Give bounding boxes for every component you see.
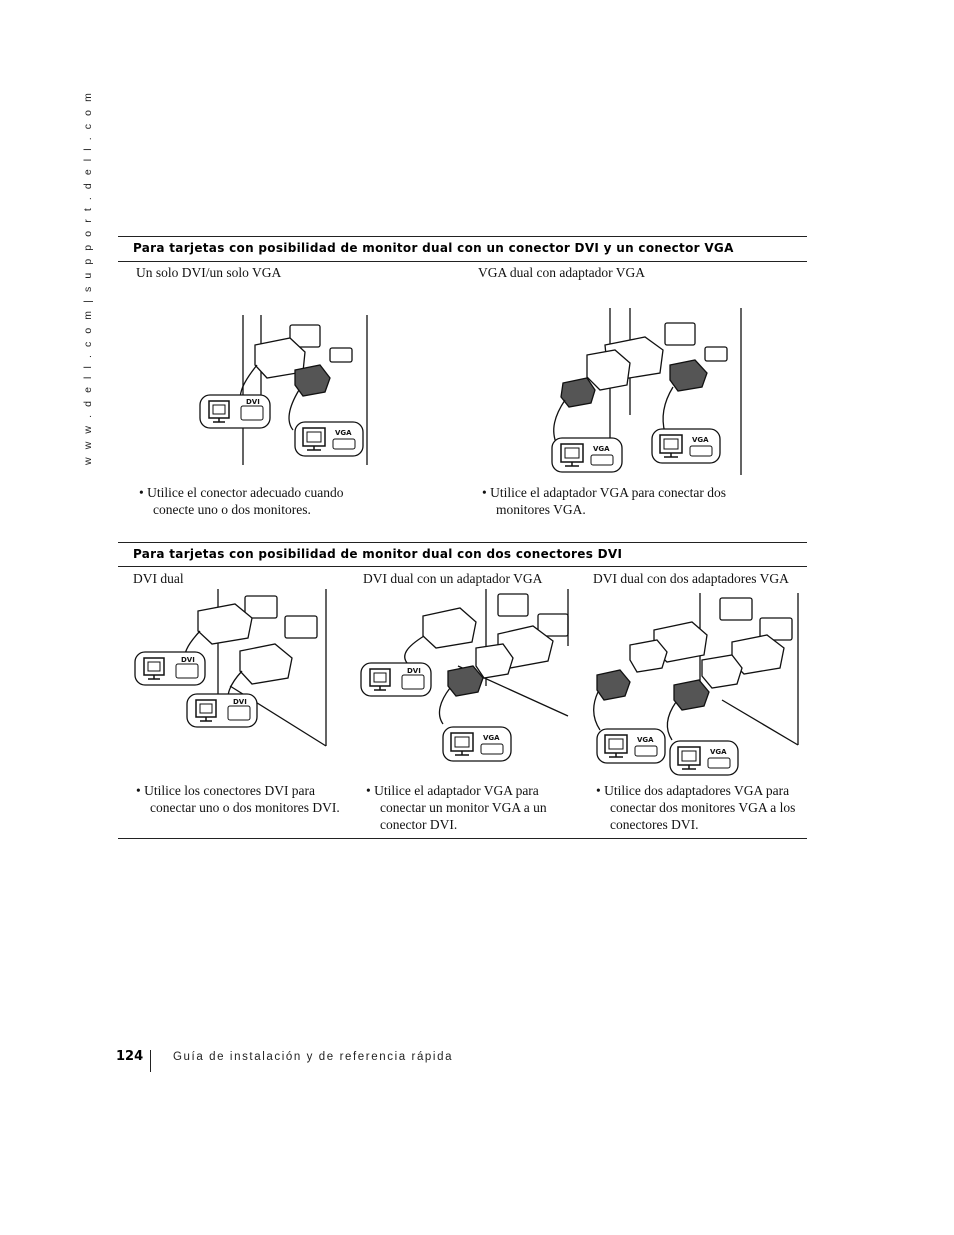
badge-label: DVI: [181, 656, 195, 664]
illustration-dvi-one-vga-adapter: [358, 586, 573, 766]
illustration-dual-dvi: [130, 586, 332, 748]
illustration-dvi-two-vga-adapters: [592, 590, 802, 776]
badge-label: DVI: [233, 698, 247, 706]
badge-label: VGA: [593, 445, 610, 453]
page-number: 124: [116, 1049, 144, 1064]
monitor-badge-2: [295, 422, 363, 456]
section1-top-rule: [118, 236, 807, 237]
section2-head-rule: [118, 566, 807, 567]
monitor-badge-2: [652, 429, 720, 463]
illustration-dual-vga-adapter: [545, 305, 750, 477]
section1-heading: Para tarjetas con posibilidad de monitor dual con un conector DVI y un conector VGA: [133, 241, 734, 255]
section2-bottom-rule: [118, 838, 807, 839]
monitor-badge-1: [200, 395, 270, 428]
monitor-badge-2: [443, 727, 511, 761]
badge-label: DVI: [246, 398, 260, 406]
section1-col1-bullet: • Utilice el conector adecuado cuando conecte uno o dos monitores.: [139, 484, 379, 518]
badge-label: DVI: [407, 667, 421, 675]
section2-col1-label: DVI dual: [133, 571, 184, 586]
badge-label: VGA: [483, 734, 500, 742]
monitor-badge-1: [361, 663, 431, 696]
monitor-badge-2: [670, 741, 738, 775]
badge-label: VGA: [637, 736, 654, 744]
monitor-badge-1: [135, 652, 205, 685]
section1-col2-label: VGA dual con adaptador VGA: [478, 265, 645, 280]
footer-divider: [150, 1050, 151, 1072]
monitor-badge-2: [187, 694, 257, 727]
section1-head-rule: [118, 261, 807, 262]
badge-label: VGA: [710, 748, 727, 756]
section2-col1-bullet: • Utilice los conectores DVI para conectar uno o dos monitores DVI.: [136, 782, 348, 816]
section2-col2-label: DVI dual con un adaptador VGA: [363, 571, 543, 586]
section2-top-rule: [118, 542, 807, 543]
section1-col2-bullet: • Utilice el adaptador VGA para conectar dos monitores VGA.: [482, 484, 742, 518]
section2-col2-bullet: • Utilice el adaptador VGA para conectar un monitor VGA a un conector DVI.: [366, 782, 578, 833]
monitor-badge-1: [552, 438, 622, 472]
badge-label: VGA: [692, 436, 709, 444]
section2-col3-bullet: • Utilice dos adaptadores VGA para conectar dos monitores VGA a los conectores DVI.: [596, 782, 808, 833]
badge-label: VGA: [335, 429, 352, 437]
monitor-badge-1: [597, 729, 665, 763]
section2-col3-label: DVI dual con dos adaptadores VGA: [593, 571, 789, 586]
side-url: w w w . d e l l . c o m | s u p p o r t . d e l l . c o m: [82, 90, 94, 465]
section2-heading: Para tarjetas con posibilidad de monitor dual con dos conectores DVI: [133, 547, 623, 561]
section1-col1-label: Un solo DVI/un solo VGA: [136, 265, 282, 280]
illustration-single-dvi-vga: [195, 310, 375, 470]
footer-title: Guía de instalación y de referencia rápida: [173, 1051, 454, 1063]
